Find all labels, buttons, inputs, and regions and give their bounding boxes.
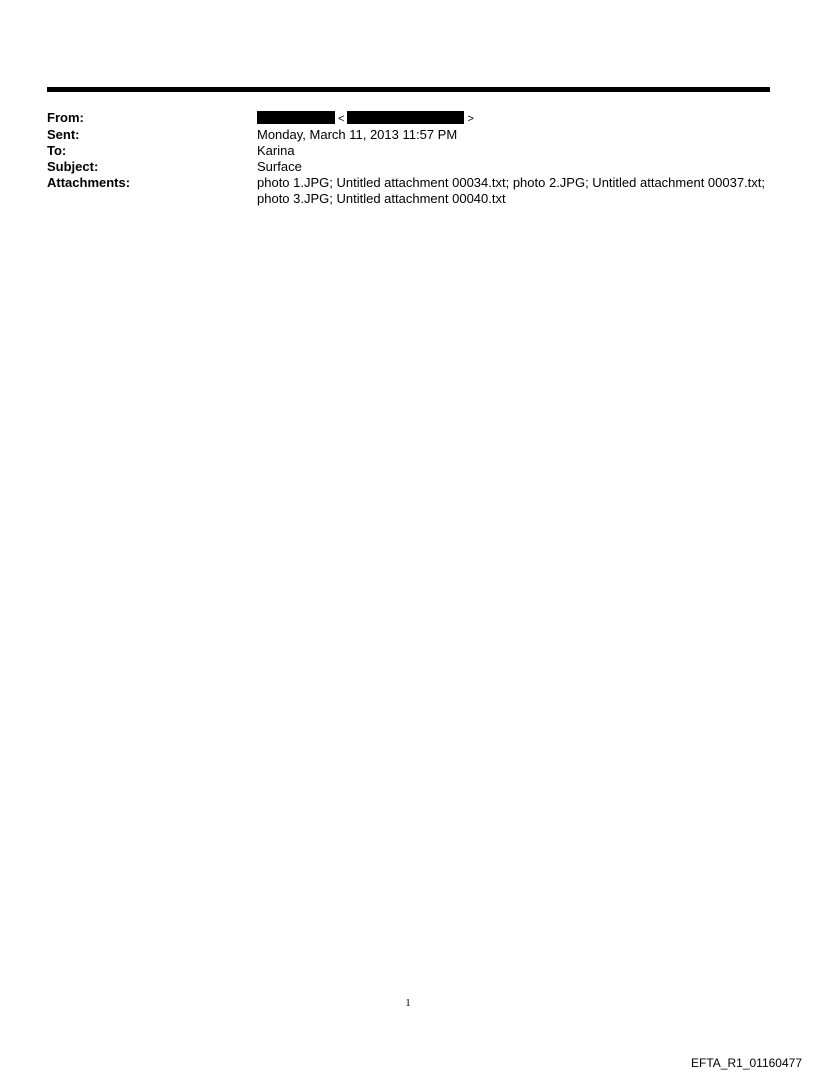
bates-number: EFTA_R1_01160477 bbox=[691, 1056, 802, 1070]
to-label: To: bbox=[47, 143, 67, 158]
header-rule bbox=[47, 87, 770, 92]
attachments-label: Attachments: bbox=[47, 175, 131, 190]
from-row bbox=[47, 110, 770, 127]
sent-row bbox=[47, 127, 770, 143]
attachments-value: photo 1.JPG; Untitled attachment 00034.txt; photo 2.JPG; Untitled attachment 00037.txt; photo 3.JPG; Untitled attachment 00040.txt bbox=[257, 175, 766, 206]
from-open-bracket: < bbox=[338, 113, 345, 125]
to-value: Karina bbox=[257, 143, 295, 158]
email-header bbox=[47, 110, 770, 207]
from-close-bracket: > bbox=[467, 113, 474, 125]
subject-value: Surface bbox=[257, 159, 302, 174]
page-number: 1 bbox=[405, 997, 411, 1009]
from-label: From: bbox=[47, 110, 84, 125]
from-value bbox=[257, 110, 770, 127]
redacted-sender-email bbox=[347, 111, 464, 124]
to-row bbox=[47, 143, 770, 159]
subject-row bbox=[47, 159, 770, 175]
subject-label: Subject: bbox=[47, 159, 99, 174]
redacted-sender-name bbox=[257, 111, 335, 124]
sent-label: Sent: bbox=[47, 127, 80, 142]
attachments-row bbox=[47, 175, 770, 207]
sent-value: Monday, March 11, 2013 11:57 PM bbox=[257, 127, 458, 142]
